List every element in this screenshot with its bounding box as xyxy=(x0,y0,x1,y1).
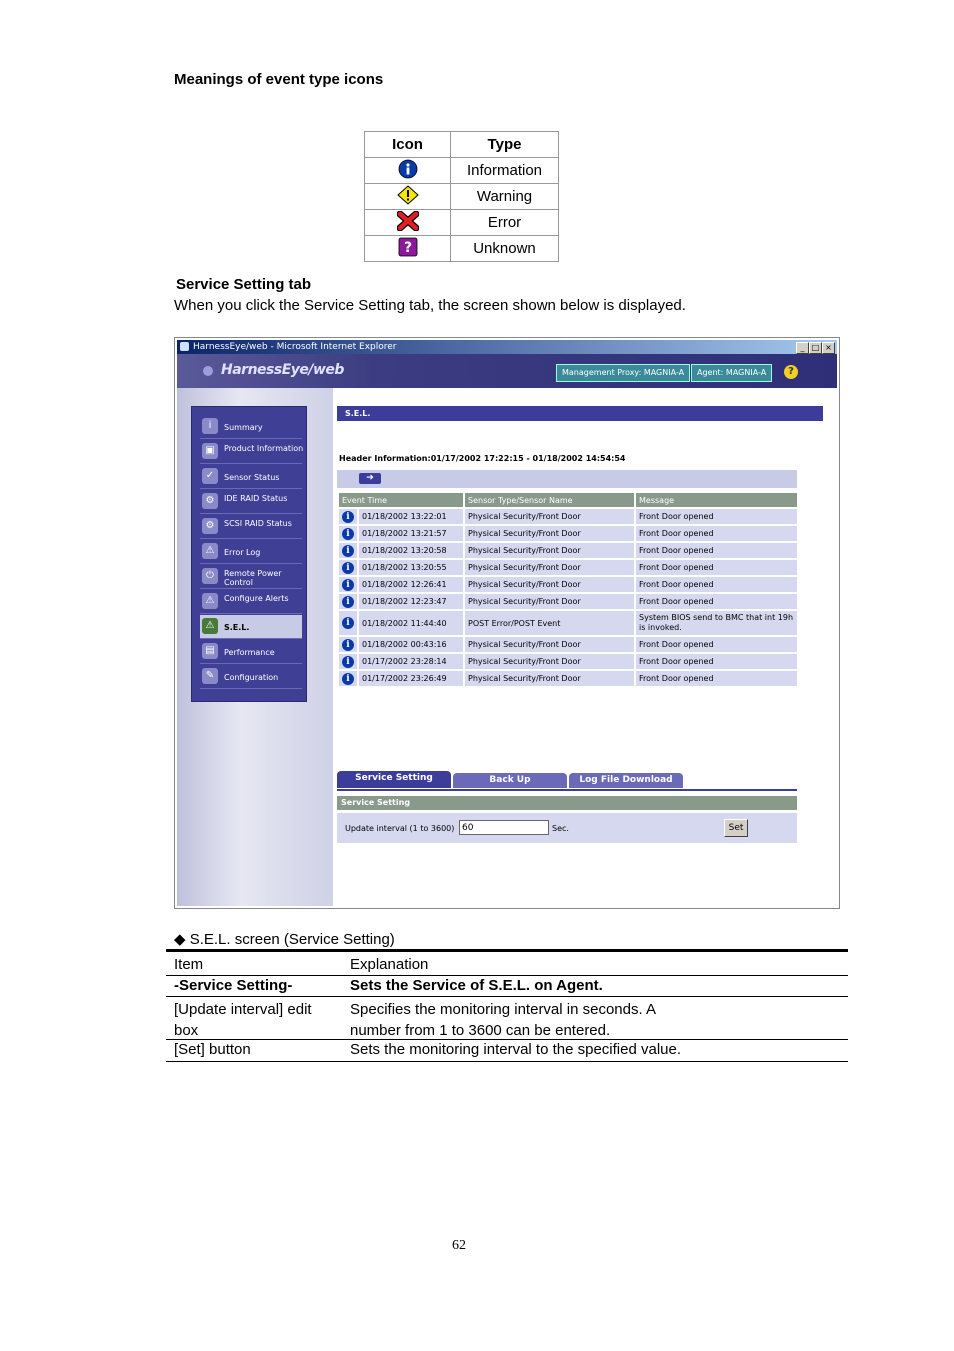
logo-dot-icon xyxy=(203,366,213,376)
ie-icon xyxy=(180,342,189,351)
information-icon: i xyxy=(342,673,354,685)
unit-label: Sec. xyxy=(552,824,569,833)
management-proxy-badge: Management Proxy: MAGNIA-A xyxy=(556,364,690,382)
tab-back-up[interactable]: Back Up xyxy=(453,773,567,788)
unknown-icon-cell xyxy=(365,236,451,262)
minimize-button[interactable]: _ xyxy=(796,342,809,354)
type-unknown: Unknown xyxy=(451,236,559,262)
event-time-header: Event Time xyxy=(339,493,463,507)
table-row[interactable]: i 01/18/2002 12:26:41 Physical Security/Front Door Front Door opened xyxy=(339,577,797,592)
nav-product-information[interactable]: ▣ Product Information xyxy=(200,440,302,464)
table-row[interactable]: i 01/18/2002 11:44:40 POST Error/POST Event System BIOS send to BMC that int 19h is invoked. xyxy=(339,611,797,635)
agent-badge: Agent: MAGNIA-A xyxy=(691,364,772,382)
main-content xyxy=(333,388,837,906)
tab-strip xyxy=(337,771,797,791)
table-row[interactable]: i 01/18/2002 12:23:47 Physical Security/Front Door Front Door opened xyxy=(339,594,797,609)
nav-scsi-raid-status[interactable]: ⚙ SCSI RAID Status xyxy=(200,515,302,539)
information-icon: i xyxy=(342,596,354,608)
service-setting-header: Service Setting xyxy=(337,796,797,810)
header-information: Header Information:01/17/2002 17:22:15 - 01/18/2002 14:54:54 xyxy=(339,454,626,463)
table-row: [Set] button Sets the monitoring interval to the specified value. xyxy=(166,1040,848,1062)
update-interval-input[interactable]: 60 xyxy=(459,820,549,835)
next-arrow-icon[interactable]: ➔ xyxy=(359,473,381,484)
information-icon: i xyxy=(342,617,354,629)
warning-icon xyxy=(397,185,419,205)
type-warning: Warning xyxy=(451,184,559,210)
nav-menu xyxy=(191,406,307,702)
message-header: Message xyxy=(636,493,797,507)
sel-icon: ⚠ xyxy=(202,618,218,634)
close-button[interactable]: × xyxy=(822,342,835,354)
window-titlebar xyxy=(177,340,837,354)
table-row[interactable]: i 01/18/2002 00:43:16 Physical Security/Front Door Front Door opened xyxy=(339,637,797,652)
svg-text:?: ? xyxy=(403,239,412,256)
table-row[interactable]: i 01/18/2002 13:20:55 Physical Security/Front Door Front Door opened xyxy=(339,560,797,575)
unknown-icon xyxy=(398,237,418,257)
sensor-icon: ✓ xyxy=(202,468,218,484)
nav-sel[interactable]: ⚠ S.E.L. xyxy=(200,615,302,639)
icon-legend-table xyxy=(364,131,559,262)
page-number: 62 xyxy=(452,1238,466,1253)
app-logo: HarnessEye/web xyxy=(221,362,344,378)
explanation-column-header: Explanation xyxy=(350,956,429,973)
table-row: [Update interval] edit box Specifies the monitoring interval in seconds. A number from 1 to 3600 can be entered. xyxy=(166,997,848,1040)
help-icon[interactable]: ? xyxy=(784,365,798,379)
set-button[interactable]: Set xyxy=(724,819,748,837)
table-row[interactable]: i 01/17/2002 23:28:14 Physical Security/Front Door Front Door opened xyxy=(339,654,797,669)
alert-icon: ⚠ xyxy=(202,593,218,609)
icon-column-header: Icon xyxy=(365,132,451,158)
power-icon: ⏻ xyxy=(202,568,218,584)
table-row[interactable]: i 01/18/2002 13:21:57 Physical Security/Front Door Front Door opened xyxy=(339,526,797,541)
maximize-button[interactable]: □ xyxy=(809,342,822,354)
information-icon: i xyxy=(342,579,354,591)
window-title: HarnessEye/web - Microsoft Internet Explorer xyxy=(193,342,397,352)
performance-icon: ▤ xyxy=(202,643,218,659)
table-row[interactable]: i 01/18/2002 13:20:58 Physical Security/Front Door Front Door opened xyxy=(339,543,797,558)
ide-raid-icon: ⚙ xyxy=(202,493,218,509)
navigation-bar xyxy=(337,470,797,488)
table-header-row xyxy=(166,952,848,976)
nav-configure-alerts[interactable]: ⚠ Configure Alerts xyxy=(200,590,302,614)
type-error: Error xyxy=(451,210,559,236)
sidebar xyxy=(177,388,333,906)
tab-log-file-download[interactable]: Log File Download xyxy=(569,773,683,788)
nav-performance[interactable]: ▤ Performance xyxy=(200,640,302,664)
service-setting-panel xyxy=(337,813,797,843)
table-row[interactable]: i 01/18/2002 13:22:01 Physical Security/Front Door Front Door opened xyxy=(339,509,797,524)
sensor-header: Sensor Type/Sensor Name xyxy=(465,493,634,507)
error-log-icon: ⚠ xyxy=(202,543,218,559)
information-icon: i xyxy=(342,511,354,523)
scsi-raid-icon: ⚙ xyxy=(202,518,218,534)
information-icon: i xyxy=(342,562,354,574)
error-icon xyxy=(397,211,419,231)
update-interval-label: Update interval (1 to 3600) xyxy=(345,824,455,833)
heading-event-icons: Meanings of event type icons xyxy=(174,71,384,88)
information-icon: i xyxy=(342,528,354,540)
table-row: -Service Setting- Sets the Service of S.E.L. on Agent. xyxy=(166,976,848,997)
table-row[interactable]: i 01/17/2002 23:26:49 Physical Security/Front Door Front Door opened xyxy=(339,671,797,686)
nav-error-log[interactable]: ⚠ Error Log xyxy=(200,540,302,564)
configuration-icon: ✎ xyxy=(202,668,218,684)
information-icon: i xyxy=(342,656,354,668)
info-icon: i xyxy=(202,418,218,434)
browser-screenshot xyxy=(174,337,840,909)
type-column-header: Type xyxy=(451,132,559,158)
information-icon-cell xyxy=(365,158,451,184)
nav-ide-raid-status[interactable]: ⚙ IDE RAID Status xyxy=(200,490,302,514)
error-icon-cell xyxy=(365,210,451,236)
event-table xyxy=(337,491,799,688)
section-title: Service Setting tab xyxy=(176,276,312,293)
figure-caption: ◆ S.E.L. screen (Service Setting) xyxy=(174,931,395,948)
sel-title-bar: S.E.L. xyxy=(337,406,823,421)
nav-configuration[interactable]: ✎ Configuration xyxy=(200,665,302,689)
information-icon: i xyxy=(342,545,354,557)
item-column-header: Item xyxy=(174,956,204,973)
information-icon xyxy=(398,159,418,179)
section-intro: When you click the Service Setting tab, the screen shown below is displayed. xyxy=(174,297,686,314)
nav-sensor-status[interactable]: ✓ Sensor Status xyxy=(200,465,302,489)
item-explanation-table xyxy=(166,949,848,1062)
product-icon: ▣ xyxy=(202,443,218,459)
warning-icon-cell xyxy=(365,184,451,210)
app-banner xyxy=(177,354,837,388)
type-information: Information xyxy=(451,158,559,184)
tab-service-setting[interactable]: Service Setting xyxy=(337,771,451,788)
nav-remote-power-control[interactable]: ⏻ Remote Power Control xyxy=(200,565,302,589)
nav-summary[interactable]: i Summary xyxy=(200,415,302,439)
information-icon: i xyxy=(342,639,354,651)
